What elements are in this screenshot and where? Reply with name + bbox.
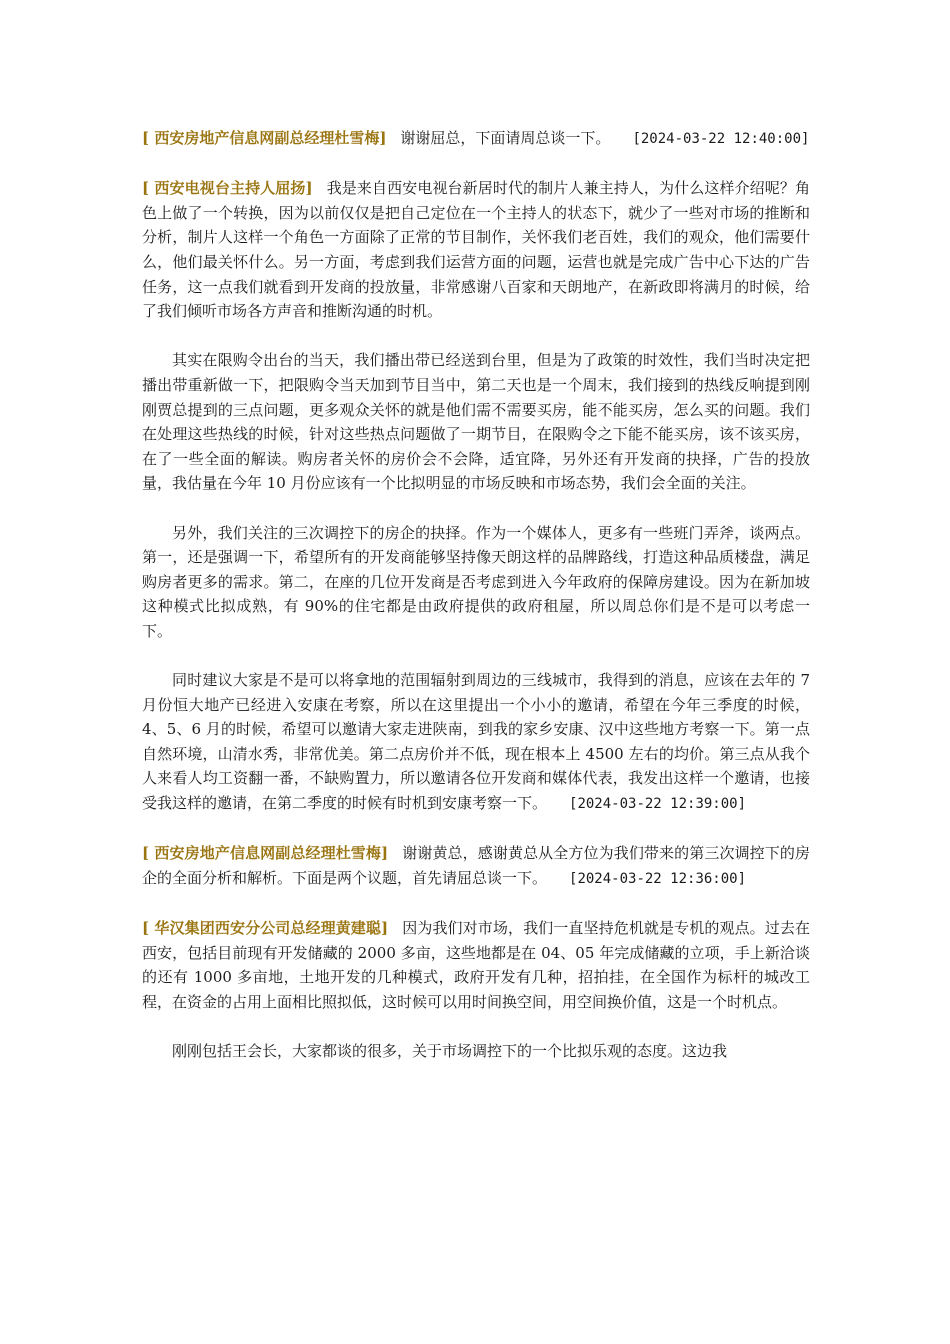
transcript-entry <box>142 916 810 1064</box>
entry-paragraph <box>142 668 810 817</box>
transcript <box>142 126 810 1088</box>
speaker-label: [ 华汉集团西安分公司总经理黄建聪] <box>142 919 389 937</box>
entry-paragraph <box>142 841 810 891</box>
entry-paragraph <box>142 1039 810 1064</box>
paragraph-text: 另外，我们关注的三次调控下的房企的抉择。作为一个媒体人，更多有一些班门弄斧，谈两点。第一，还是强调一下，希望所有的开发商能够坚持像天朗这样的品牌路线，打造这种品质楼盘，满足购房者更多的需求。第二，在座的几位开发商是否考虑到进入今年政府的保障房建设。因为在新加坡这种模式比拟成熟，有 90%的住宅都是由政府提供的政府租屋，所以周总你们是不是可以考虑一下。 <box>142 523 810 640</box>
transcript-entry <box>142 126 810 152</box>
speaker-label: [ 西安房地产信息网副总经理杜雪梅] <box>142 844 389 863</box>
paragraph-text: 其实在限购令出台的当天，我们播出带已经送到台里，但是为了政策的时效性，我们当时决定把播出带重新做一下，把限购令当天加到节目当中，第二天也是一个周末，我们接到的热线反响提到刚刚贾总提到的三点问题，更多观众关怀的就是他们需不需要买房，能不能买房，怎么买的问题。我们在处理这些热线的时候，针对这些热点问题做了一期节目，在限购令之下能不能买房，该不该买房，在了一些全面的解读。购房者关怀的房价会不会降，适宜降，另外还有开发商的抉择，广告的投放量，我估量在今年 10 月份应该有一个比拟明显的市场反映和市场态势，我们会全面的关注。 <box>142 351 810 493</box>
transcript-entry <box>142 841 810 891</box>
timestamp: [2024-03-22 12:40:00] <box>632 131 810 147</box>
transcript-entry <box>142 176 810 816</box>
speaker-label: [ 西安房地产信息网副总经理杜雪梅] <box>142 129 387 147</box>
paragraph-text: 同时建议大家是不是可以将拿地的范围辐射到周边的三线城市，我得到的消息，应该在去年的 7 月份恒大地产已经进入安康在考察，所以在这里提出一个小小的邀请，希望在今年三季度的时候，4、5、6 月的时候，希望可以邀请大家走进陕南，到我的家乡安康、汉中这些地方考察一下。第一点自然环境，山清水秀，非常优美。第二点房价并不低，现在根本上 4500 左右的均价。第三点从我个人来看人均工资翻一番，不缺购置力，所以邀请各位开发商和媒体代表，我发出这样一个邀请，也接受我这样的邀请，在第二季度的时候有时机到安康考察一下。 <box>142 671 810 813</box>
entry-paragraph <box>142 126 810 152</box>
entry-paragraph <box>142 916 810 1014</box>
paragraph-text: 因为我们对市场，我们一直坚持危机就是专机的观点。过去在西安，包括目前现有开发储藏的 2000 多亩，这些地都是在 04、05 年完成储藏的立项，手上新洽谈的还有 1000 多亩地，土地开发的几种模式，政府开发有几种，招拍挂，在全国作为标杆的城改工程，在资金的占用上面相比照拟低，这时候可以用时间换空间，用空间换价值，这是一个时机点。 <box>142 919 810 1011</box>
paragraph-text: 我是来自西安电视台新居时代的制片人兼主持人，为什么这样介绍呢？角色上做了一个转换，因为以前仅仅是把自己定位在一个主持人的状态下，就少了一些对市场的推断和分析，制片人这样一个角色一方面除了正常的节目制作，关怀我们老百姓，我们的观众，他们需要什么，他们最关怀什么。另一方面，考虑到我们运营方面的问题，运营也就是完成广告中心下达的广告任务，这一点我们就看到开发商的投放量，非常感谢八百家和天朗地产，在新政即将满月的时候，给了我们倾听市场各方声音和推断沟通的时机。 <box>142 179 810 321</box>
paragraph-text: 谢谢屈总，下面请周总谈一下。 <box>400 129 611 147</box>
entry-paragraph <box>142 521 810 644</box>
speaker-label: [ 西安电视台主持人屈扬] <box>142 179 313 198</box>
entry-paragraph <box>142 348 810 496</box>
timestamp: [2024-03-22 12:36:00] <box>569 870 747 887</box>
entry-paragraph <box>142 176 810 324</box>
paragraph-text: 刚刚包括王会长，大家都谈的很多，关于市场调控下的一个比拟乐观的态度。这边我 <box>172 1041 728 1060</box>
paragraph-text: 谢谢黄总，感谢黄总从全方位为我们带来的第三次调控下的房企的全面分析和解析。下面是两个议题，首先请屈总谈一下。 <box>142 844 810 887</box>
timestamp: [2024-03-22 12:39:00] <box>569 796 747 813</box>
